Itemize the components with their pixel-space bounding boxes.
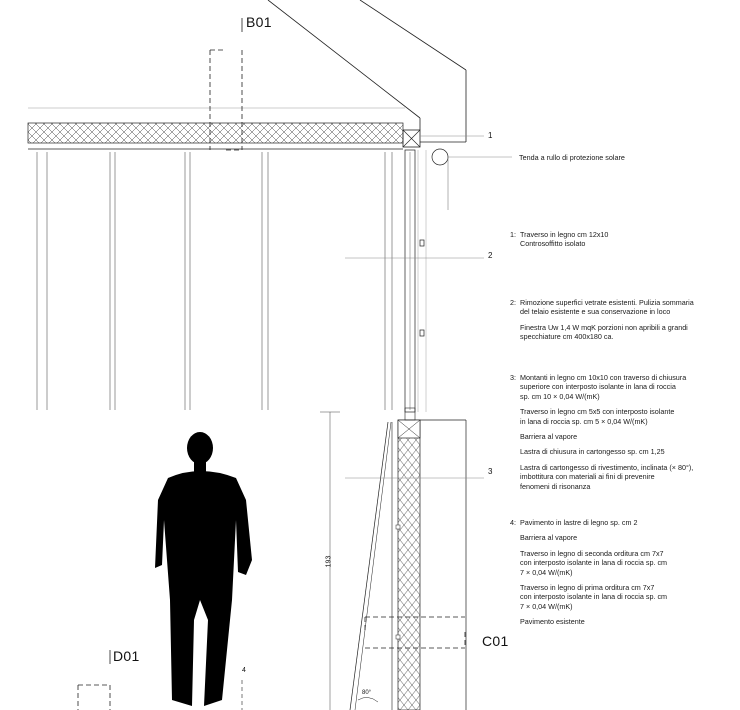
note-4-line: Pavimento esistente (520, 617, 585, 627)
awning-label: Tenda a rullo di protezione solare (519, 153, 625, 162)
note-3-line: Traverso in legno cm 5x5 con interposto isolante in lana di roccia sp. cm 5 × 0,04 W/(mK) (520, 407, 675, 426)
note-1-line: Traverso in legno cm 12x10 Controsoffitto isolato (520, 230, 609, 249)
note-4-line: Traverso in legno di prima orditura cm 7x7 con interposto isolante in lana di roccia sp. cm 7 × 0,04 W/(mK) (520, 583, 668, 611)
human-figure (155, 432, 252, 706)
floor-marker-number: 4 (242, 667, 246, 674)
section-tag-d01: D01 (113, 648, 140, 664)
note-3-number: 3: (510, 373, 516, 382)
dimension-label: 193 (325, 555, 333, 568)
note-1 (510, 230, 730, 255)
callout-number-2: 2 (488, 251, 493, 260)
note-3 (510, 373, 730, 497)
angle-label: 80° (362, 690, 372, 696)
note-3-line: Montanti in legno cm 10x10 con traverso di chiusura superiore con interposto isolante in lana di roccia sp. cm 10 × 0,04 W/(mK) (520, 373, 687, 401)
note-1-number: 1: (510, 230, 516, 239)
note-2-number: 2: (510, 298, 516, 307)
note-4-number: 4: (510, 518, 516, 527)
note-4-line: Traverso in legno di seconda orditura cm 7x7 con interposto isolante in lana di roccia sp. cm 7 × 0,04 W/(mK) (520, 548, 668, 577)
note-4 (510, 518, 730, 633)
note-4-line: Pavimento in lastre di legno sp. cm 2 (520, 518, 638, 527)
note-2-line: Rimozione superfici vetrate esistenti. Pulizia sommaria del telaio esistente e sua conservazione in loco (520, 298, 694, 317)
section-tag-c01: C01 (482, 633, 509, 649)
interior-elevation-lines (37, 152, 392, 410)
note-3-line: Lastra di chiusura in cartongesso sp. cm 1,25 (520, 447, 665, 457)
section-tag-b01: B01 (246, 14, 272, 30)
roller-awning (432, 149, 512, 210)
callout-number-1: 1 (488, 131, 493, 140)
note-4-line: Barriera al vapore (520, 533, 578, 543)
note-3-line: Barriera al vapore (520, 432, 578, 442)
note-3-line: Lastra di cartongesso di rivestimento, inclinata (× 80°), imbottitura con materiali ai fini di prevenire fenomeni di risonanza (520, 462, 694, 491)
lower-wall (350, 408, 466, 710)
note-2-line: Finestra Uw 1,4 W mqK porzioni non apribili a grandi specchiature cm 400x180 ca. (520, 322, 688, 342)
ceiling-slab (28, 108, 466, 149)
section-marker-d01 (78, 685, 110, 710)
roof (268, 0, 466, 142)
window-frame (405, 150, 426, 412)
callout-number-3: 3 (488, 467, 493, 476)
note-2 (510, 298, 730, 348)
angle-arc (358, 697, 378, 702)
